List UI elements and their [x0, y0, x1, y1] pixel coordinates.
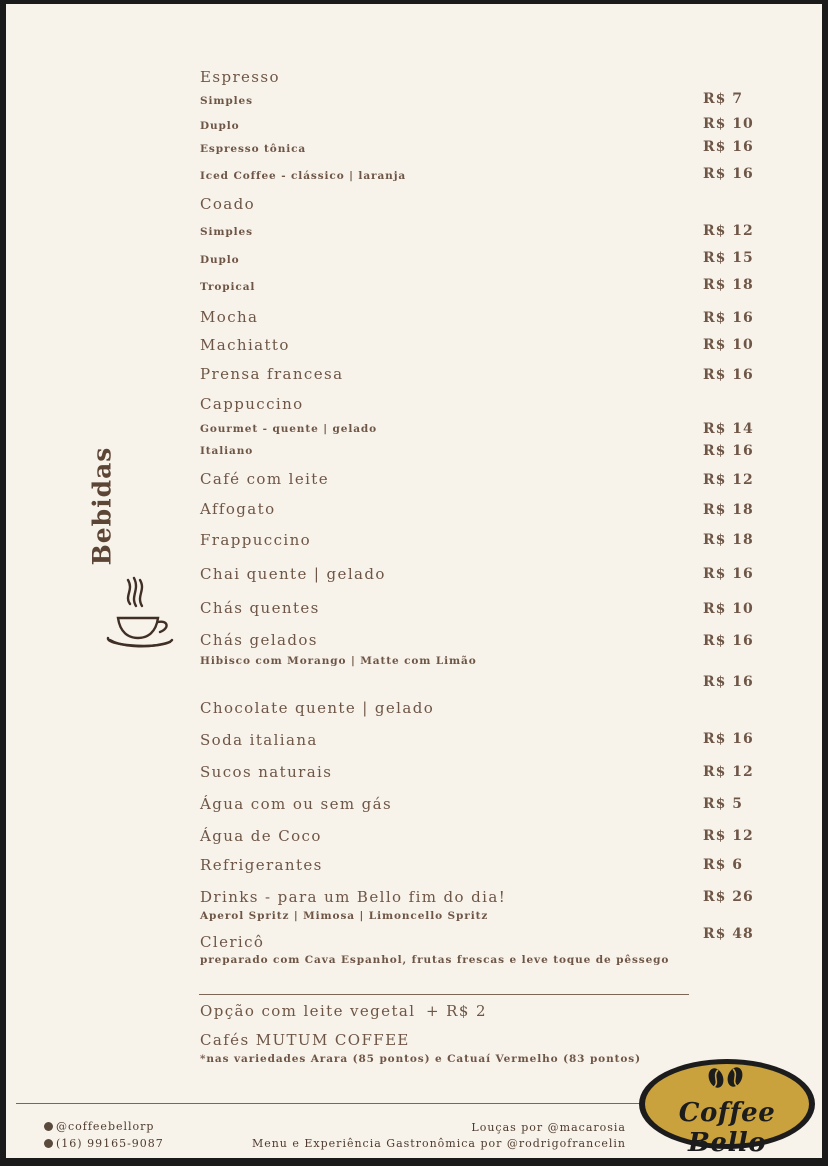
menu-item-detail: Iced Coffee - clássico | laranja [200, 170, 407, 182]
logo-text: Coffee Bello [678, 1098, 776, 1158]
menu-item-price: R$ 48 [703, 926, 754, 942]
menu-item-price: R$ 7 [703, 91, 743, 107]
credit-loucas: Louças por @macarosia [471, 1121, 626, 1134]
menu-item-price: R$ 16 [703, 166, 754, 182]
menu-item-price: R$ 26 [703, 889, 754, 905]
menu-item-price: R$ 10 [703, 337, 754, 353]
menu-item-detail: Simples [200, 226, 253, 238]
menu-item-price: R$ 16 [703, 443, 754, 459]
divider [199, 994, 689, 995]
vegetal-option-label: Opção com leite vegetal [200, 1002, 416, 1020]
menu-item-detail: Italiano [200, 445, 254, 457]
menu-item-price: R$ 6 [703, 857, 743, 873]
menu-item-price: R$ 16 [703, 674, 754, 690]
menu-item-detail: Simples [200, 95, 253, 107]
footer-divider [16, 1103, 644, 1104]
menu-item-price: R$ 18 [703, 502, 754, 518]
menu-item-name: Clericô [200, 933, 265, 951]
coffee-bello-logo [636, 1056, 818, 1158]
menu-item-name: Frappuccino [200, 531, 312, 549]
menu-item-name: Refrigerantes [200, 856, 323, 874]
menu-item-price: R$ 12 [703, 223, 754, 239]
whatsapp-icon [44, 1139, 53, 1148]
menu-item-price: R$ 15 [703, 250, 754, 266]
menu-item-price: R$ 16 [703, 310, 754, 326]
menu-item-detail: preparado com Cava Espanhol, frutas frescas e leve toque de pêssego [200, 954, 670, 966]
menu-item-price: R$ 12 [703, 764, 754, 780]
menu-item-detail: Duplo [200, 254, 240, 266]
menu-item-price: R$ 16 [703, 633, 754, 649]
menu-item-name: Chai quente | gelado [200, 565, 386, 583]
menu-item-name: Chás gelados [200, 631, 318, 649]
menu-item-name: Chás quentes [200, 599, 320, 617]
menu-item-name: Prensa francesa [200, 365, 344, 383]
menu-item-price: R$ 16 [703, 367, 754, 383]
menu-item-detail: Tropical [200, 281, 256, 293]
menu-item-name: Água com ou sem gás [200, 795, 393, 813]
menu-item-detail: Aperol Spritz | Mimosa | Limoncello Spritz [200, 910, 489, 922]
menu-item-name: Drinks - para um Bello fim do dia! [200, 888, 507, 906]
instagram-contact[interactable]: @coffeebellorp [44, 1121, 154, 1132]
menu-item-name: Sucos naturais [200, 763, 333, 781]
menu-item-price: R$ 14 [703, 421, 754, 437]
menu-item-detail: Gourmet - quente | gelado [200, 423, 378, 435]
menu-item-name: Coado [200, 195, 256, 213]
menu-item-name: Mocha [200, 308, 259, 326]
menu-item-name: Chocolate quente | gelado [200, 699, 435, 717]
menu-item-price: R$ 16 [703, 731, 754, 747]
menu-item-detail: Duplo [200, 120, 240, 132]
menu-item-price: R$ 16 [703, 566, 754, 582]
section-title: Bebidas [87, 446, 117, 566]
whatsapp-contact[interactable]: (16) 99165-9087 [44, 1138, 164, 1149]
menu-item-name: Café com leite [200, 470, 330, 488]
menu-item-name: Machiatto [200, 336, 290, 354]
menu-item-price: R$ 5 [703, 796, 743, 812]
menu-item-detail: Espresso tônica [200, 143, 307, 155]
menu-item-price: R$ 12 [703, 828, 754, 844]
menu-item-name: Cappuccino [200, 395, 304, 413]
menu-item-price: R$ 10 [703, 116, 754, 132]
menu-item-price: R$ 12 [703, 472, 754, 488]
mutum-label: Cafés MUTUM COFFEE [200, 1031, 410, 1049]
menu-item-price: R$ 18 [703, 532, 754, 548]
credit-menu: Menu e Experiência Gastronômica por @rodrigofrancelin [251, 1137, 626, 1150]
instagram-icon [44, 1122, 53, 1131]
mutum-note: *nas variedades Arara (85 pontos) e Catuaí Vermelho (83 pontos) [200, 1053, 641, 1065]
menu-item-name: Água de Coco [200, 827, 322, 845]
vegetal-option-price: + R$ 2 [426, 1002, 487, 1020]
menu-item-price: R$ 10 [703, 601, 754, 617]
menu-item-name: Soda italiana [200, 731, 318, 749]
menu-item-name: Espresso [200, 68, 280, 86]
menu-item-name: Affogato [200, 500, 276, 518]
coffee-cup-icon [104, 574, 176, 654]
menu-page [6, 4, 822, 1158]
menu-item-detail: Hibisco com Morango | Matte com Limão [200, 655, 477, 667]
menu-item-price: R$ 18 [703, 277, 754, 293]
menu-item-price: R$ 16 [703, 139, 754, 155]
